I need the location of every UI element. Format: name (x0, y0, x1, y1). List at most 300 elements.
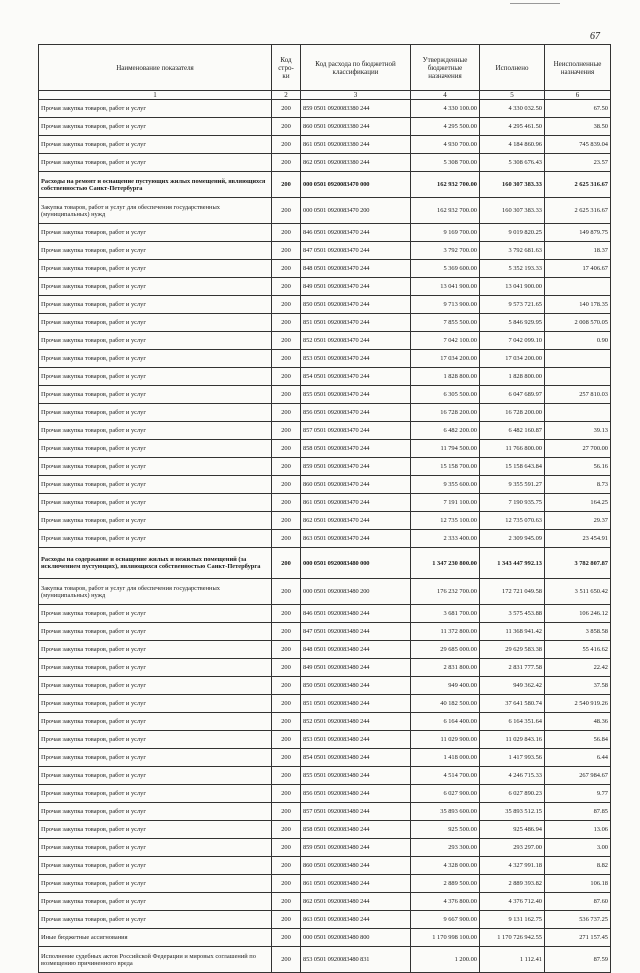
table-row (39, 118, 611, 136)
row-executed: 3 575 453.88 (480, 605, 545, 623)
row-approved: 29 685 000.00 (411, 641, 480, 659)
row-approved: 3 792 700.00 (411, 242, 480, 260)
table-row (39, 713, 611, 731)
row-code: 200 (272, 857, 301, 875)
row-executed: 5 308 676.43 (480, 154, 545, 172)
row-unexecuted: 9.77 (545, 785, 611, 803)
row-executed: 9 573 721.65 (480, 296, 545, 314)
row-name: Прочая закупка товаров, работ и услуг (39, 476, 272, 494)
row-code: 200 (272, 821, 301, 839)
row-approved: 11 794 500.00 (411, 440, 480, 458)
column-number: 6 (545, 91, 611, 100)
row-unexecuted: 56.16 (545, 458, 611, 476)
table-row (39, 224, 611, 242)
table-body (39, 100, 611, 973)
row-code: 200 (272, 839, 301, 857)
table-row (39, 659, 611, 677)
row-executed: 1 170 726 942.55 (480, 929, 545, 947)
row-code: 200 (272, 749, 301, 767)
row-code: 200 (272, 677, 301, 695)
row-classification: 859 0501 0920083480 244 (301, 839, 411, 857)
row-code: 200 (272, 476, 301, 494)
row-code: 200 (272, 512, 301, 530)
column-number-row (39, 91, 611, 100)
row-name: Прочая закупка товаров, работ и услуг (39, 242, 272, 260)
table-row (39, 296, 611, 314)
row-name: Прочая закупка товаров, работ и услуг (39, 404, 272, 422)
row-unexecuted (545, 278, 611, 296)
row-unexecuted: 257 810.03 (545, 386, 611, 404)
table-row (39, 767, 611, 785)
row-unexecuted: 39.13 (545, 422, 611, 440)
row-approved: 3 681 700.00 (411, 605, 480, 623)
row-name: Прочая закупка товаров, работ и услуг (39, 641, 272, 659)
row-executed: 15 158 643.84 (480, 458, 545, 476)
table-row (39, 368, 611, 386)
row-code: 200 (272, 875, 301, 893)
top-edge-mark (510, 0, 560, 4)
row-name: Прочая закупка товаров, работ и услуг (39, 136, 272, 154)
table-header-row (39, 45, 611, 91)
row-name: Прочая закупка товаров, работ и услуг (39, 695, 272, 713)
row-code: 200 (272, 314, 301, 332)
row-executed: 6 482 160.87 (480, 422, 545, 440)
row-classification: 861 0501 0920083470 244 (301, 494, 411, 512)
row-executed: 4 376 712.40 (480, 893, 545, 911)
row-code: 200 (272, 224, 301, 242)
row-unexecuted: 3.00 (545, 839, 611, 857)
row-classification: 859 0501 0920083470 244 (301, 458, 411, 476)
row-executed: 29 629 583.38 (480, 641, 545, 659)
table-row (39, 785, 611, 803)
row-approved: 9 355 600.00 (411, 476, 480, 494)
row-approved: 4 295 500.00 (411, 118, 480, 136)
row-classification: 860 0501 0920083380 244 (301, 118, 411, 136)
row-classification: 860 0501 0920083480 244 (301, 857, 411, 875)
row-name: Прочая закупка товаров, работ и услуг (39, 368, 272, 386)
row-executed: 2 889 393.82 (480, 875, 545, 893)
table-row (39, 605, 611, 623)
row-code: 200 (272, 731, 301, 749)
row-classification: 862 0501 0920083480 244 (301, 893, 411, 911)
row-classification: 859 0501 0920083380 244 (301, 100, 411, 118)
table-row (39, 172, 611, 198)
table-row (39, 731, 611, 749)
row-code: 200 (272, 350, 301, 368)
table-row (39, 579, 611, 605)
row-approved: 4 514 700.00 (411, 767, 480, 785)
row-unexecuted: 23 454.91 (545, 530, 611, 548)
row-unexecuted: 3 858.58 (545, 623, 611, 641)
row-code: 200 (272, 296, 301, 314)
row-approved: 4 330 100.00 (411, 100, 480, 118)
row-executed: 4 184 860.96 (480, 136, 545, 154)
row-classification: 863 0501 0920083470 244 (301, 530, 411, 548)
row-classification: 861 0501 0920083480 244 (301, 875, 411, 893)
table-row (39, 929, 611, 947)
row-executed: 37 641 580.74 (480, 695, 545, 713)
row-unexecuted: 27 700.00 (545, 440, 611, 458)
row-unexecuted: 140 178.35 (545, 296, 611, 314)
row-approved: 6 482 200.00 (411, 422, 480, 440)
column-number: 3 (301, 91, 411, 100)
row-classification: 846 0501 0920083480 244 (301, 605, 411, 623)
row-unexecuted (545, 404, 611, 422)
row-code: 200 (272, 929, 301, 947)
row-approved: 1 828 800.00 (411, 368, 480, 386)
row-code: 200 (272, 136, 301, 154)
row-approved: 4 376 800.00 (411, 893, 480, 911)
row-name: Прочая закупка товаров, работ и услуг (39, 839, 272, 857)
row-classification: 852 0501 0920083480 244 (301, 713, 411, 731)
row-unexecuted: 149 879.75 (545, 224, 611, 242)
table-row (39, 641, 611, 659)
row-executed: 35 893 512.15 (480, 803, 545, 821)
row-classification: 849 0501 0920083470 244 (301, 278, 411, 296)
column-number: 4 (411, 91, 480, 100)
row-classification: 861 0501 0920083380 244 (301, 136, 411, 154)
row-executed: 2 831 777.58 (480, 659, 545, 677)
row-executed: 4 330 032.50 (480, 100, 545, 118)
row-name: Прочая закупка товаров, работ и услуг (39, 332, 272, 350)
table-row (39, 839, 611, 857)
row-unexecuted: 87.60 (545, 893, 611, 911)
row-name: Прочая закупка товаров, работ и услуг (39, 857, 272, 875)
row-name: Исполнение судебных актов Российской Федерации и мировых соглашений по возмещению причиненного вреда (39, 947, 272, 973)
row-name: Прочая закупка товаров, работ и услуг (39, 118, 272, 136)
budget-execution-table (38, 44, 611, 973)
row-name: Прочая закупка товаров, работ и услуг (39, 713, 272, 731)
row-classification: 846 0501 0920083470 244 (301, 224, 411, 242)
row-executed: 4 246 715.33 (480, 767, 545, 785)
row-name: Прочая закупка товаров, работ и услуг (39, 749, 272, 767)
row-name: Прочая закупка товаров, работ и услуг (39, 821, 272, 839)
row-code: 200 (272, 278, 301, 296)
row-executed: 16 728 200.00 (480, 404, 545, 422)
row-approved: 162 932 700.00 (411, 198, 480, 224)
row-name: Прочая закупка товаров, работ и услуг (39, 767, 272, 785)
row-executed: 4 327 991.18 (480, 857, 545, 875)
row-approved: 949 400.00 (411, 677, 480, 695)
row-code: 200 (272, 458, 301, 476)
row-name: Прочая закупка товаров, работ и услуг (39, 440, 272, 458)
table-row (39, 893, 611, 911)
row-code: 200 (272, 695, 301, 713)
table-row (39, 857, 611, 875)
row-approved: 11 372 800.00 (411, 623, 480, 641)
row-name: Прочая закупка товаров, работ и услуг (39, 386, 272, 404)
row-name: Прочая закупка товаров, работ и услуг (39, 512, 272, 530)
row-code: 200 (272, 548, 301, 579)
row-code: 200 (272, 404, 301, 422)
row-executed: 9 355 591.27 (480, 476, 545, 494)
row-classification: 856 0501 0920083470 244 (301, 404, 411, 422)
row-unexecuted: 22.42 (545, 659, 611, 677)
table-row (39, 623, 611, 641)
row-classification: 851 0501 0920083470 244 (301, 314, 411, 332)
row-name: Расходы на содержание и оснащение жилых и нежилых помещений (за исключением пустующих), являющихся собственностью Санкт-Петербурга (39, 548, 272, 579)
row-classification: 862 0501 0920083470 244 (301, 512, 411, 530)
row-classification: 855 0501 0920083480 244 (301, 767, 411, 785)
row-executed: 11 029 843.16 (480, 731, 545, 749)
row-unexecuted: 106 246.12 (545, 605, 611, 623)
row-approved: 9 667 900.00 (411, 911, 480, 929)
row-approved: 6 305 500.00 (411, 386, 480, 404)
table-row (39, 695, 611, 713)
row-name: Прочая закупка товаров, работ и услуг (39, 458, 272, 476)
table-row (39, 512, 611, 530)
row-approved: 7 855 500.00 (411, 314, 480, 332)
row-unexecuted: 67.50 (545, 100, 611, 118)
row-code: 200 (272, 893, 301, 911)
table-row (39, 314, 611, 332)
row-approved: 293 300.00 (411, 839, 480, 857)
row-unexecuted: 17 406.67 (545, 260, 611, 278)
row-unexecuted: 2 008 570.05 (545, 314, 611, 332)
row-executed: 293 297.00 (480, 839, 545, 857)
row-classification: 856 0501 0920083480 244 (301, 785, 411, 803)
row-classification: 000 0501 0920083470 000 (301, 172, 411, 198)
row-name: Прочая закупка товаров, работ и услуг (39, 785, 272, 803)
row-executed: 6 164 351.64 (480, 713, 545, 731)
row-executed: 172 721 049.58 (480, 579, 545, 605)
row-name: Иные бюджетные ассигнования (39, 929, 272, 947)
row-name: Прочая закупка товаров, работ и услуг (39, 659, 272, 677)
header-code: Код стро- ки (272, 45, 301, 91)
row-name: Прочая закупка товаров, работ и услуг (39, 803, 272, 821)
table-row (39, 350, 611, 368)
row-classification: 855 0501 0920083470 244 (301, 386, 411, 404)
row-executed: 17 034 200.00 (480, 350, 545, 368)
row-unexecuted: 48.36 (545, 713, 611, 731)
row-unexecuted: 745 839.04 (545, 136, 611, 154)
row-unexecuted: 37.58 (545, 677, 611, 695)
table-row (39, 911, 611, 929)
row-approved: 1 347 230 800.00 (411, 548, 480, 579)
row-executed: 949 362.42 (480, 677, 545, 695)
row-approved: 1 418 000.00 (411, 749, 480, 767)
row-code: 200 (272, 785, 301, 803)
row-unexecuted: 8.82 (545, 857, 611, 875)
row-name: Прочая закупка товаров, работ и услуг (39, 100, 272, 118)
row-code: 200 (272, 422, 301, 440)
row-executed: 1 828 800.00 (480, 368, 545, 386)
row-approved: 7 042 100.00 (411, 332, 480, 350)
row-approved: 1 200.00 (411, 947, 480, 973)
row-executed: 5 352 193.33 (480, 260, 545, 278)
row-unexecuted (545, 368, 611, 386)
table-row (39, 136, 611, 154)
row-classification: 852 0501 0920083470 244 (301, 332, 411, 350)
row-classification: 860 0501 0920083470 244 (301, 476, 411, 494)
row-name: Прочая закупка товаров, работ и услуг (39, 314, 272, 332)
row-code: 200 (272, 100, 301, 118)
row-executed: 160 307 383.33 (480, 172, 545, 198)
row-classification: 862 0501 0920083380 244 (301, 154, 411, 172)
row-unexecuted: 0.90 (545, 332, 611, 350)
row-name: Прочая закупка товаров, работ и услуг (39, 605, 272, 623)
row-unexecuted: 23.57 (545, 154, 611, 172)
row-classification: 858 0501 0920083480 244 (301, 821, 411, 839)
table-row (39, 422, 611, 440)
row-name: Прочая закупка товаров, работ и услуг (39, 422, 272, 440)
row-approved: 4 930 700.00 (411, 136, 480, 154)
row-name: Прочая закупка товаров, работ и услуг (39, 677, 272, 695)
row-unexecuted: 8.73 (545, 476, 611, 494)
column-number: 1 (39, 91, 272, 100)
row-classification: 000 0501 0920083480 000 (301, 548, 411, 579)
table-row (39, 260, 611, 278)
row-name: Закупка товаров, работ и услуг для обеспечения государственных (муниципальных) нужд (39, 198, 272, 224)
row-name: Прочая закупка товаров, работ и услуг (39, 224, 272, 242)
row-executed: 7 042 099.10 (480, 332, 545, 350)
row-approved: 5 308 700.00 (411, 154, 480, 172)
row-approved: 12 735 100.00 (411, 512, 480, 530)
row-executed: 160 307 383.33 (480, 198, 545, 224)
row-classification: 854 0501 0920083470 244 (301, 368, 411, 386)
row-classification: 857 0501 0920083480 244 (301, 803, 411, 821)
header-unexecuted: Неисполненные назначения (545, 45, 611, 91)
row-classification: 848 0501 0920083480 244 (301, 641, 411, 659)
row-unexecuted: 29.37 (545, 512, 611, 530)
row-code: 200 (272, 440, 301, 458)
row-classification: 857 0501 0920083470 244 (301, 422, 411, 440)
row-unexecuted: 164.25 (545, 494, 611, 512)
row-approved: 6 027 900.00 (411, 785, 480, 803)
table-row (39, 386, 611, 404)
row-name: Прочая закупка товаров, работ и услуг (39, 911, 272, 929)
table-row (39, 548, 611, 579)
table-row (39, 198, 611, 224)
row-code: 200 (272, 767, 301, 785)
row-code: 200 (272, 386, 301, 404)
row-executed: 7 190 935.75 (480, 494, 545, 512)
row-classification: 850 0501 0920083470 244 (301, 296, 411, 314)
row-code: 200 (272, 172, 301, 198)
row-code: 200 (272, 659, 301, 677)
row-unexecuted: 2 625 316.67 (545, 198, 611, 224)
row-unexecuted: 38.50 (545, 118, 611, 136)
row-classification: 863 0501 0920083480 244 (301, 911, 411, 929)
row-code: 200 (272, 623, 301, 641)
header-executed: Исполнено (480, 45, 545, 91)
row-classification: 853 0501 0920083470 244 (301, 350, 411, 368)
row-name: Закупка товаров, работ и услуг для обеспечения государственных (муниципальных) нужд (39, 579, 272, 605)
table-row (39, 677, 611, 695)
page-number: 67 (590, 31, 600, 42)
row-executed: 3 792 681.63 (480, 242, 545, 260)
row-classification: 850 0501 0920083480 244 (301, 677, 411, 695)
row-approved: 4 328 000.00 (411, 857, 480, 875)
row-executed: 9 019 820.25 (480, 224, 545, 242)
row-unexecuted: 6.44 (545, 749, 611, 767)
row-executed: 6 027 890.23 (480, 785, 545, 803)
row-unexecuted (545, 350, 611, 368)
table-row (39, 154, 611, 172)
row-classification: 853 0501 0920083480 244 (301, 731, 411, 749)
table-row (39, 494, 611, 512)
row-classification: 000 0501 0920083480 800 (301, 929, 411, 947)
table-row (39, 242, 611, 260)
row-code: 200 (272, 947, 301, 973)
row-executed: 1 343 447 992.13 (480, 548, 545, 579)
row-code: 200 (272, 242, 301, 260)
row-code: 200 (272, 494, 301, 512)
row-classification: 858 0501 0920083470 244 (301, 440, 411, 458)
row-executed: 925 486.94 (480, 821, 545, 839)
row-approved: 2 831 800.00 (411, 659, 480, 677)
row-unexecuted: 18.37 (545, 242, 611, 260)
row-classification: 847 0501 0920083470 244 (301, 242, 411, 260)
row-unexecuted: 3 782 807.87 (545, 548, 611, 579)
row-unexecuted: 87.85 (545, 803, 611, 821)
row-classification: 000 0501 0920083480 200 (301, 579, 411, 605)
row-unexecuted: 55 416.62 (545, 641, 611, 659)
row-name: Прочая закупка товаров, работ и услуг (39, 260, 272, 278)
row-approved: 7 191 100.00 (411, 494, 480, 512)
row-name: Расходы на ремонт и оснащение пустующих жилых помещений, являющихся собственностью Санкт-Петербурга (39, 172, 272, 198)
table-row (39, 440, 611, 458)
table-row (39, 476, 611, 494)
row-code: 200 (272, 260, 301, 278)
row-unexecuted: 13.06 (545, 821, 611, 839)
row-classification: 854 0501 0920083480 244 (301, 749, 411, 767)
row-unexecuted: 106.18 (545, 875, 611, 893)
row-unexecuted: 87.59 (545, 947, 611, 973)
row-executed: 5 846 929.95 (480, 314, 545, 332)
row-code: 200 (272, 118, 301, 136)
row-approved: 1 170 998 100.00 (411, 929, 480, 947)
row-approved: 176 232 700.00 (411, 579, 480, 605)
row-name: Прочая закупка товаров, работ и услуг (39, 623, 272, 641)
row-approved: 17 034 200.00 (411, 350, 480, 368)
row-code: 200 (272, 332, 301, 350)
row-unexecuted: 3 511 650.42 (545, 579, 611, 605)
row-approved: 40 182 500.00 (411, 695, 480, 713)
row-executed: 2 309 945.09 (480, 530, 545, 548)
column-number: 2 (272, 91, 301, 100)
table-row (39, 458, 611, 476)
row-name: Прочая закупка товаров, работ и услуг (39, 278, 272, 296)
table-row (39, 404, 611, 422)
row-unexecuted: 2 625 316.67 (545, 172, 611, 198)
row-unexecuted: 267 984.67 (545, 767, 611, 785)
header-approved: Утвержденные бюджетные назначения (411, 45, 480, 91)
row-executed: 4 295 461.50 (480, 118, 545, 136)
row-approved: 15 158 700.00 (411, 458, 480, 476)
row-approved: 5 369 600.00 (411, 260, 480, 278)
row-code: 200 (272, 579, 301, 605)
column-number: 5 (480, 91, 545, 100)
table-row (39, 278, 611, 296)
row-name: Прочая закупка товаров, работ и услуг (39, 494, 272, 512)
row-classification: 853 0501 0920083480 831 (301, 947, 411, 973)
row-unexecuted: 536 737.25 (545, 911, 611, 929)
row-classification: 847 0501 0920083480 244 (301, 623, 411, 641)
row-code: 200 (272, 530, 301, 548)
row-executed: 13 041 900.00 (480, 278, 545, 296)
row-approved: 13 041 900.00 (411, 278, 480, 296)
row-unexecuted: 56.84 (545, 731, 611, 749)
table-row (39, 530, 611, 548)
row-approved: 925 500.00 (411, 821, 480, 839)
row-approved: 2 333 400.00 (411, 530, 480, 548)
table-row (39, 875, 611, 893)
row-code: 200 (272, 605, 301, 623)
table-row (39, 821, 611, 839)
row-name: Прочая закупка товаров, работ и услуг (39, 154, 272, 172)
row-code: 200 (272, 154, 301, 172)
